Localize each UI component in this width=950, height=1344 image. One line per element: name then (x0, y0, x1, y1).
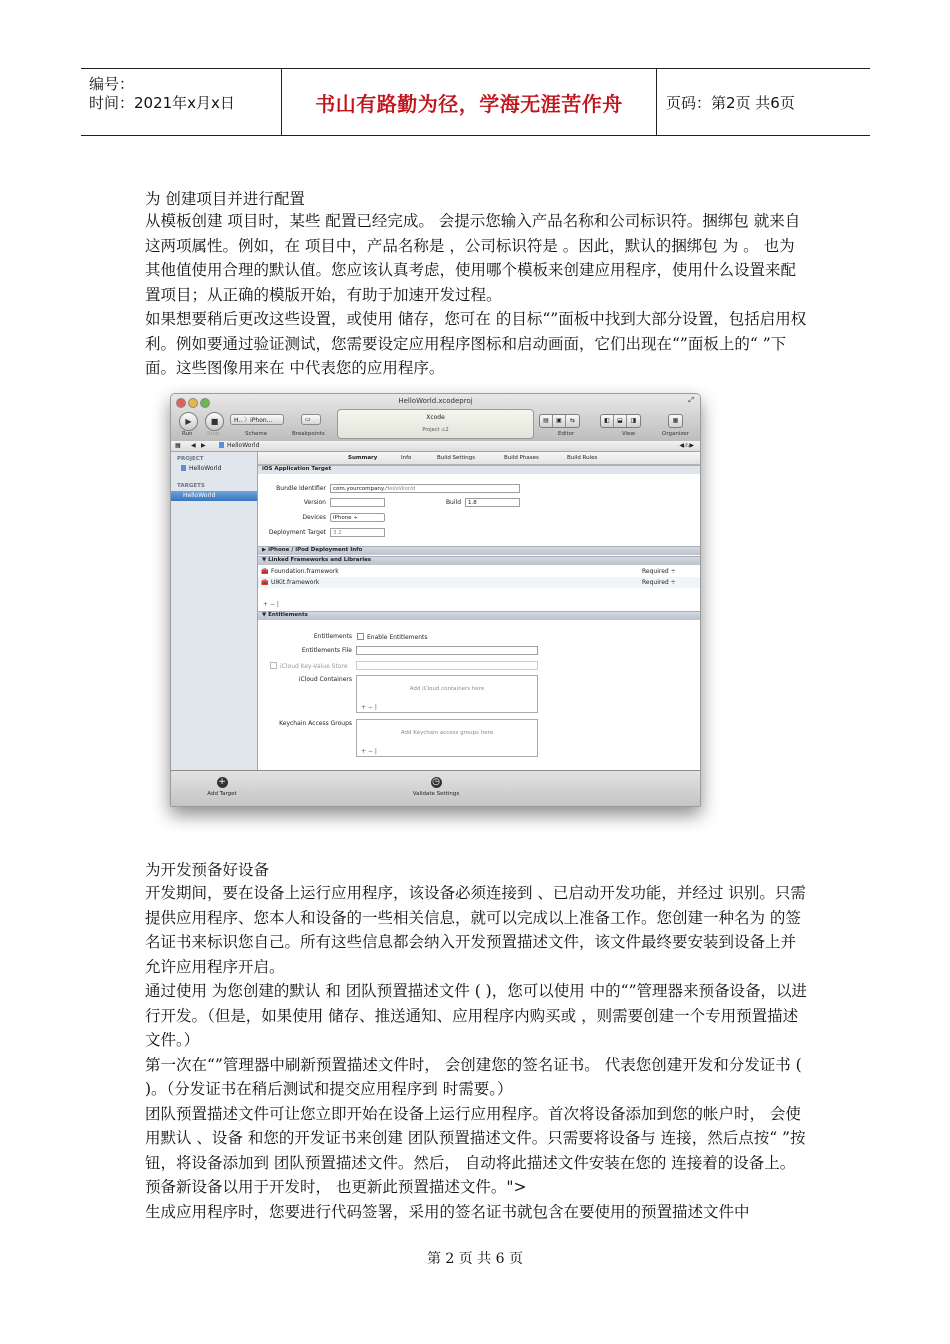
build-label: Build (445, 499, 461, 506)
version-label: Version (303, 499, 326, 506)
paragraph: 从模板创建 项目时，某些 配置已经完成。 会提示您输入产品名称和公司标识符。捆绑包 就来自这两项属性。例如，在 项目中，产品名称是 ，公司标识符是 。因此，默认的捆绑包 为 。 也为其他值使用合理的默认值。您应该认真考虑，使用哪个模板来创建应用程序，使用什么设置来配置项目；从正确的模版开始，有助于加速开发过程。 (145, 212, 801, 304)
framework-icon: 🧰 (261, 568, 269, 575)
targets-group-label: TARGETS (177, 483, 205, 489)
tab-build-settings: Build Settings (437, 455, 476, 461)
page-footer: 第 2 页 共 6 页 (426, 1251, 524, 1267)
devices-label: Devices (302, 514, 326, 521)
doc-date: 时间：2021年x月x日 (89, 94, 235, 112)
entitlements-file-combo (356, 646, 538, 655)
entitlements-header: ▼ Entitlements (258, 611, 700, 620)
icloud-kv-checkbox: iCloud Key-Value Store (270, 662, 348, 670)
bundle-id-label: Bundle Identifier (276, 485, 326, 492)
tab-build-phases: Build Phases (504, 455, 539, 461)
deployment-target-combo: 3.2 (330, 528, 385, 537)
stop-button: ■ (205, 412, 224, 431)
editor-segmented-control: ▤ ▣ ⇆ (539, 414, 580, 428)
keychain-groups-list: Add Keychain access groups here (356, 719, 538, 757)
project-group-label: PROJECT (177, 456, 204, 462)
editor-bottom-bar (171, 770, 700, 807)
paragraph: 生成应用程序时，您要进行代码签署，采用的签名证书就包含在要使用的预置描述文件中 (145, 1202, 750, 1221)
add-target-button: + Add Target (207, 777, 237, 797)
build-field: 1.8 (465, 498, 520, 507)
forward-arrow-icon: ▶ (201, 442, 206, 449)
keychain-add-remove: + − | (361, 748, 377, 755)
deployment-target-label: Deployment Target (268, 529, 326, 536)
tab-info: Info (401, 455, 412, 461)
back-arrow-icon: ◀ (191, 442, 196, 449)
entitlements-label: Entitlements (313, 633, 352, 640)
bundle-id-field: com.yourcompany.HelloWorld (330, 484, 520, 493)
section2-paragraphs (145, 881, 810, 1224)
validate-settings-button: ◷ Validate Settings (412, 777, 460, 797)
activity-title: Xcode (426, 414, 445, 421)
devices-select: iPhone ÷ (330, 513, 385, 522)
scheme-selector: H.. 〉iPhon... (230, 414, 284, 425)
header-motto-cell (281, 69, 657, 135)
section1-paragraphs (145, 209, 810, 381)
paragraph: 第一次在“”管理器中刷新预置描述文件时， 会创建您的签名证书。 代表您创建开发和分发证书 ( )。（分发证书在稍后测试和提交应用程序到 时需要。） (145, 1055, 802, 1098)
jump-path: HelloWorld (219, 442, 259, 449)
header-info-cell (81, 69, 281, 135)
motto: 书山有路勤为径，学海无涯苦作舟 (315, 91, 623, 116)
scheme-label: Scheme (245, 431, 268, 437)
related-items-icon: ▦ (175, 442, 181, 449)
doc-number: 编号： (89, 75, 135, 93)
keychain-groups-label: Keychain Access Groups (279, 720, 352, 727)
organizer-button: ▦ (668, 414, 683, 428)
stop-label: Stop (207, 431, 220, 437)
editor-label: Editor (558, 431, 575, 437)
run-label: Run (182, 431, 193, 437)
jump-bar (171, 441, 700, 452)
header-page-cell (656, 69, 870, 135)
activity-viewer (337, 409, 534, 439)
section-heading-prepare-devices: 为开发预备好设备 (145, 861, 270, 879)
fullscreen-icon: ⤢ (688, 396, 694, 404)
framework-row: 🧰 Foundation.framework Required ÷ (258, 566, 700, 577)
target-item-selected: HelloWorld (171, 491, 257, 501)
run-button: ▶ (179, 412, 198, 431)
page-header (81, 68, 870, 136)
issue-nav-arrows: ◀⚠▶ (679, 442, 694, 449)
xcode-screenshot (170, 393, 701, 807)
icloud-containers-list: Add iCloud containers here (356, 675, 538, 713)
breakpoints-toggle: ▭ (301, 414, 321, 425)
window-title: HelloWorld.xcodeproj (398, 397, 473, 405)
deployment-info-header: ▶ iPhone / iPod Deployment Info (258, 546, 700, 555)
window-toolbar (171, 394, 700, 442)
breakpoints-label: Breakpoints (292, 431, 325, 437)
plus-circle-icon: + (218, 777, 226, 787)
ios-target-header: iOS Application Target (258, 465, 700, 474)
framework-icon: 🧰 (261, 579, 269, 586)
icloud-kv-field (356, 661, 538, 670)
section-heading-configure: 为 创建项目并进行配置 (145, 190, 305, 208)
framework-row: 🧰 UIKit.framework Required ÷ (258, 577, 700, 588)
containers-add-remove: + − | (361, 704, 377, 711)
tab-build-rules: Build Rules (567, 455, 598, 461)
paragraph: 开发期间，要在设备上运行应用程序，该设备必须连接到 、已启动开发功能，并经过 识别。只需提供应用程序、您本人和设备的一些相关信息，就可以完成以上准备工作。您创建一种名为 的签名证书来标识您自己。所有这些信息都会纳入开发预置描述文件，该文件最终要安装到设备上并允许应用程序开启。 (145, 884, 806, 976)
tab-summary: Summary (348, 455, 378, 461)
target-editor (258, 452, 700, 770)
paragraph: 通过使用 为您创建的默认 和 团队预置描述文件 ( )，您可以使用 中的“”管理器来预备设备，以进行开发。（但是，如果使用 储存、推送通知、应用程序内购买或 ，则需要创建一个专用预置描述文件。） (145, 982, 808, 1049)
paragraph: 如果想要稍后更改这些设置，或使用 储存，您可在 的目标“”面板中找到大部分设置，包括启用权利。例如要通过验证测试，您需要设定应用程序图标和启动画面，它们出现在“”面板上的“ ”下面。这些图像用来在 中代表您的应用程序。 (145, 310, 807, 377)
page-indicator: 页码：第2页 共6页 (666, 93, 795, 112)
icloud-containers-label: iCloud Containers (298, 676, 352, 683)
activity-issues: Project ⚠2 (422, 427, 449, 433)
entitlements-file-label: Entitlements File (301, 647, 352, 654)
view-segmented-control: ◧ ⬓ ◨ (600, 414, 641, 428)
view-label: View (622, 431, 636, 437)
frameworks-add-remove: + − | (263, 601, 279, 608)
clock-icon: ◷ (432, 777, 440, 787)
paragraph: 团队预置描述文件可让您立即开始在设备上运行应用程序。首次将设备添加到您的帐户时， 会使用默认 、设备 和您的开发证书来创建 团队预置描述文件。只需要将设备与 连接，然后点按“ ”按钮，将设备添加到 团队预置描述文件。然后， 自动将此描述文件安装在您的 连接着的设备上。预备新设备以用于开发时， 也更新此预置描述文件。"> (145, 1104, 806, 1196)
enable-entitlements-checkbox: Enable Entitlements (357, 633, 428, 641)
project-item: HelloWorld (181, 465, 221, 472)
editor-tabs (258, 452, 700, 465)
frameworks-header: ▼ Linked Frameworks and Libraries (258, 556, 700, 565)
organizer-label: Organizer (662, 431, 689, 437)
